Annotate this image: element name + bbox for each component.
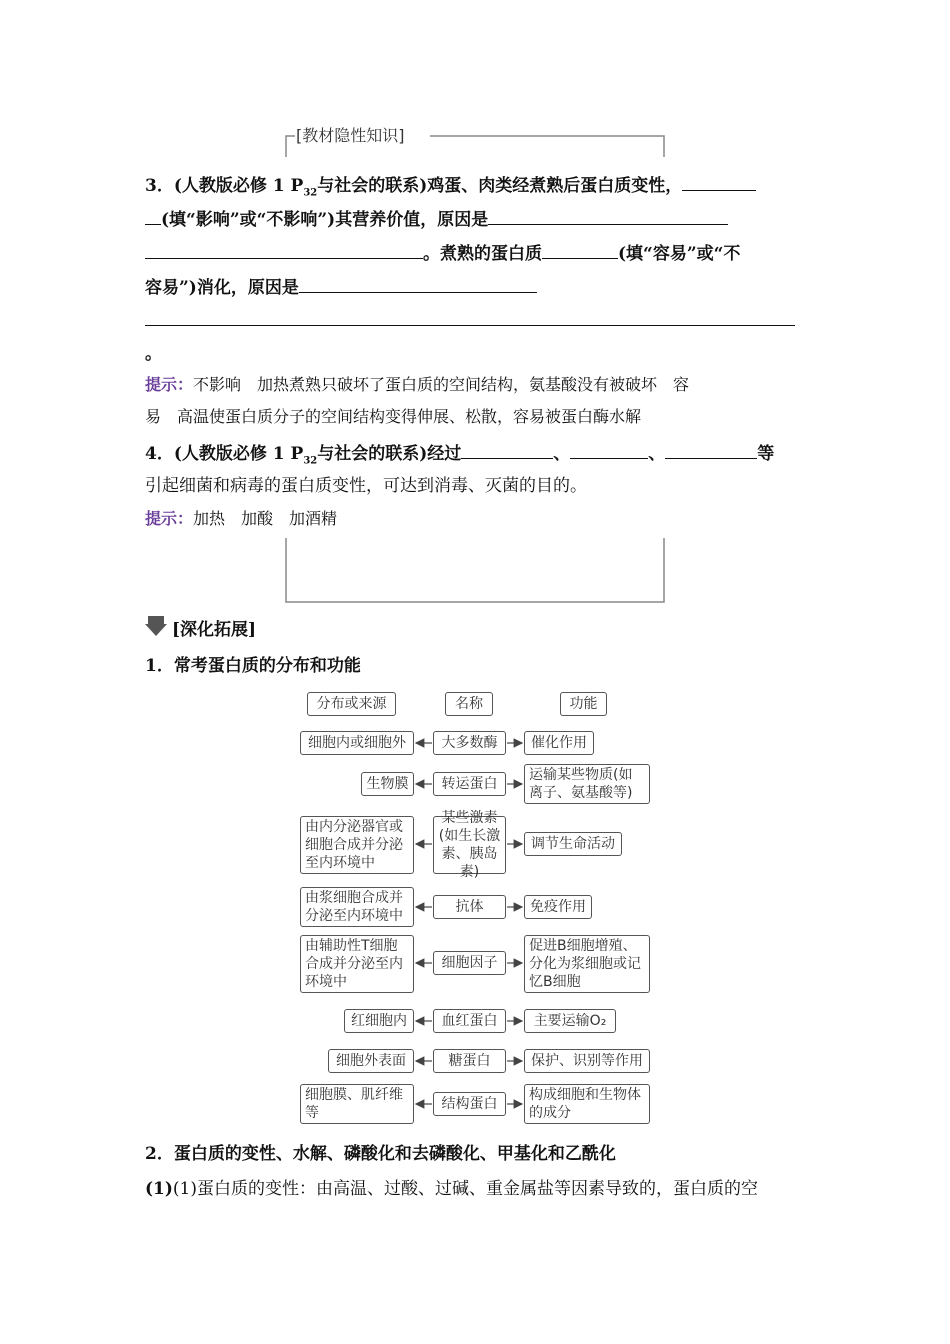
row2-function: 运输某些物质(如离子、氨基酸等) [524,764,650,804]
row7-source: 细胞外表面 [328,1049,414,1073]
row5-name: 细胞因子 [433,951,506,975]
item1-title: 1．常考蛋白质的分布和功能 [145,656,361,676]
q3-line-4: 容易”)消化，原因是 [145,274,810,300]
deep-title: [深化拓展] [172,620,257,640]
item2-1-text: (1)(1)蛋白质的变性：由高温、过酸、过碱、重金属盐等因素导致的，蛋白质的空 [145,1179,759,1199]
row8-function: 构成细胞和生物体的成分 [524,1084,650,1124]
row7-name: 糖蛋白 [433,1049,506,1073]
row3-source: 由内分泌器官或细胞合成并分泌至内环境中 [300,816,414,874]
diagram-header-name: 名称 [445,692,493,716]
row5-function: 促进B细胞增殖、分化为浆细胞或记忆B细胞 [524,935,650,993]
row2-name: 转运蛋白 [433,772,506,796]
row4-source: 由浆细胞合成并分泌至内环境中 [300,887,414,927]
row1-function: 催化作用 [524,731,594,755]
row8-source: 细胞膜、肌纤维等 [300,1084,414,1124]
row3-name: 某些激素(如生长激素、胰岛素) [433,816,506,874]
diagram-header-source: 分布或来源 [307,692,396,716]
q3-end: 。 [145,344,162,364]
q4-line-2: 引起细菌和病毒的蛋白质变性，可达到消毒、灭菌的目的。 [145,476,587,496]
row5-source: 由辅助性T细胞合成并分泌至内环境中 [300,935,414,993]
row8-name: 结构蛋白 [433,1092,506,1116]
item2-title: 2．蛋白质的变性、水解、磷酸化和去磷酸化、甲基化和乙酰化 [145,1144,616,1164]
row2-source: 生物膜 [361,772,414,796]
row7-function: 保护、识别等作用 [524,1049,650,1073]
section-header: [教材隐性知识] [296,126,405,145]
row3-function: 调节生命活动 [524,832,622,856]
row6-source: 红细胞内 [344,1009,414,1033]
hint-label: 提示： [145,375,194,394]
q3-line-3: 。煮熟的蛋白质 (填“容易”或“不 [145,240,810,266]
q3-line-2: (填“影响”或“不影响”)其营养价值，原因是 [145,206,810,232]
hint-label: 提示： [145,509,194,528]
hint3-line-2: 易 高温使蛋白质分子的空间结构变得伸展、松散，容易被蛋白酶水解 [145,407,642,426]
row6-function: 主要运输O₂ [524,1009,616,1033]
row1-name: 大多数酶 [433,731,506,755]
hint3-line-1: 提示：不影响 加热煮熟只破坏了蛋白质的空间结构，氨基酸没有被破坏 容 [145,375,690,394]
q3-line-1: 3．(人教版必修 1 $P_{32}$与社会的联系)鸡蛋、肉类经煮熟后蛋白质变性， [145,172,810,205]
diagram-header-function: 功能 [560,692,607,716]
row4-name: 抗体 [433,895,506,919]
row6-name: 血红蛋白 [433,1009,506,1033]
q4-line-1: 4．(人教版必修 1 $P_{32}$与社会的联系)经过 、 、 等 [145,440,810,473]
row1-source: 细胞内或细胞外 [300,731,414,755]
hint4: 提示：加热 加酸 加酒精 [145,509,338,528]
row4-function: 免疫作用 [524,895,592,919]
